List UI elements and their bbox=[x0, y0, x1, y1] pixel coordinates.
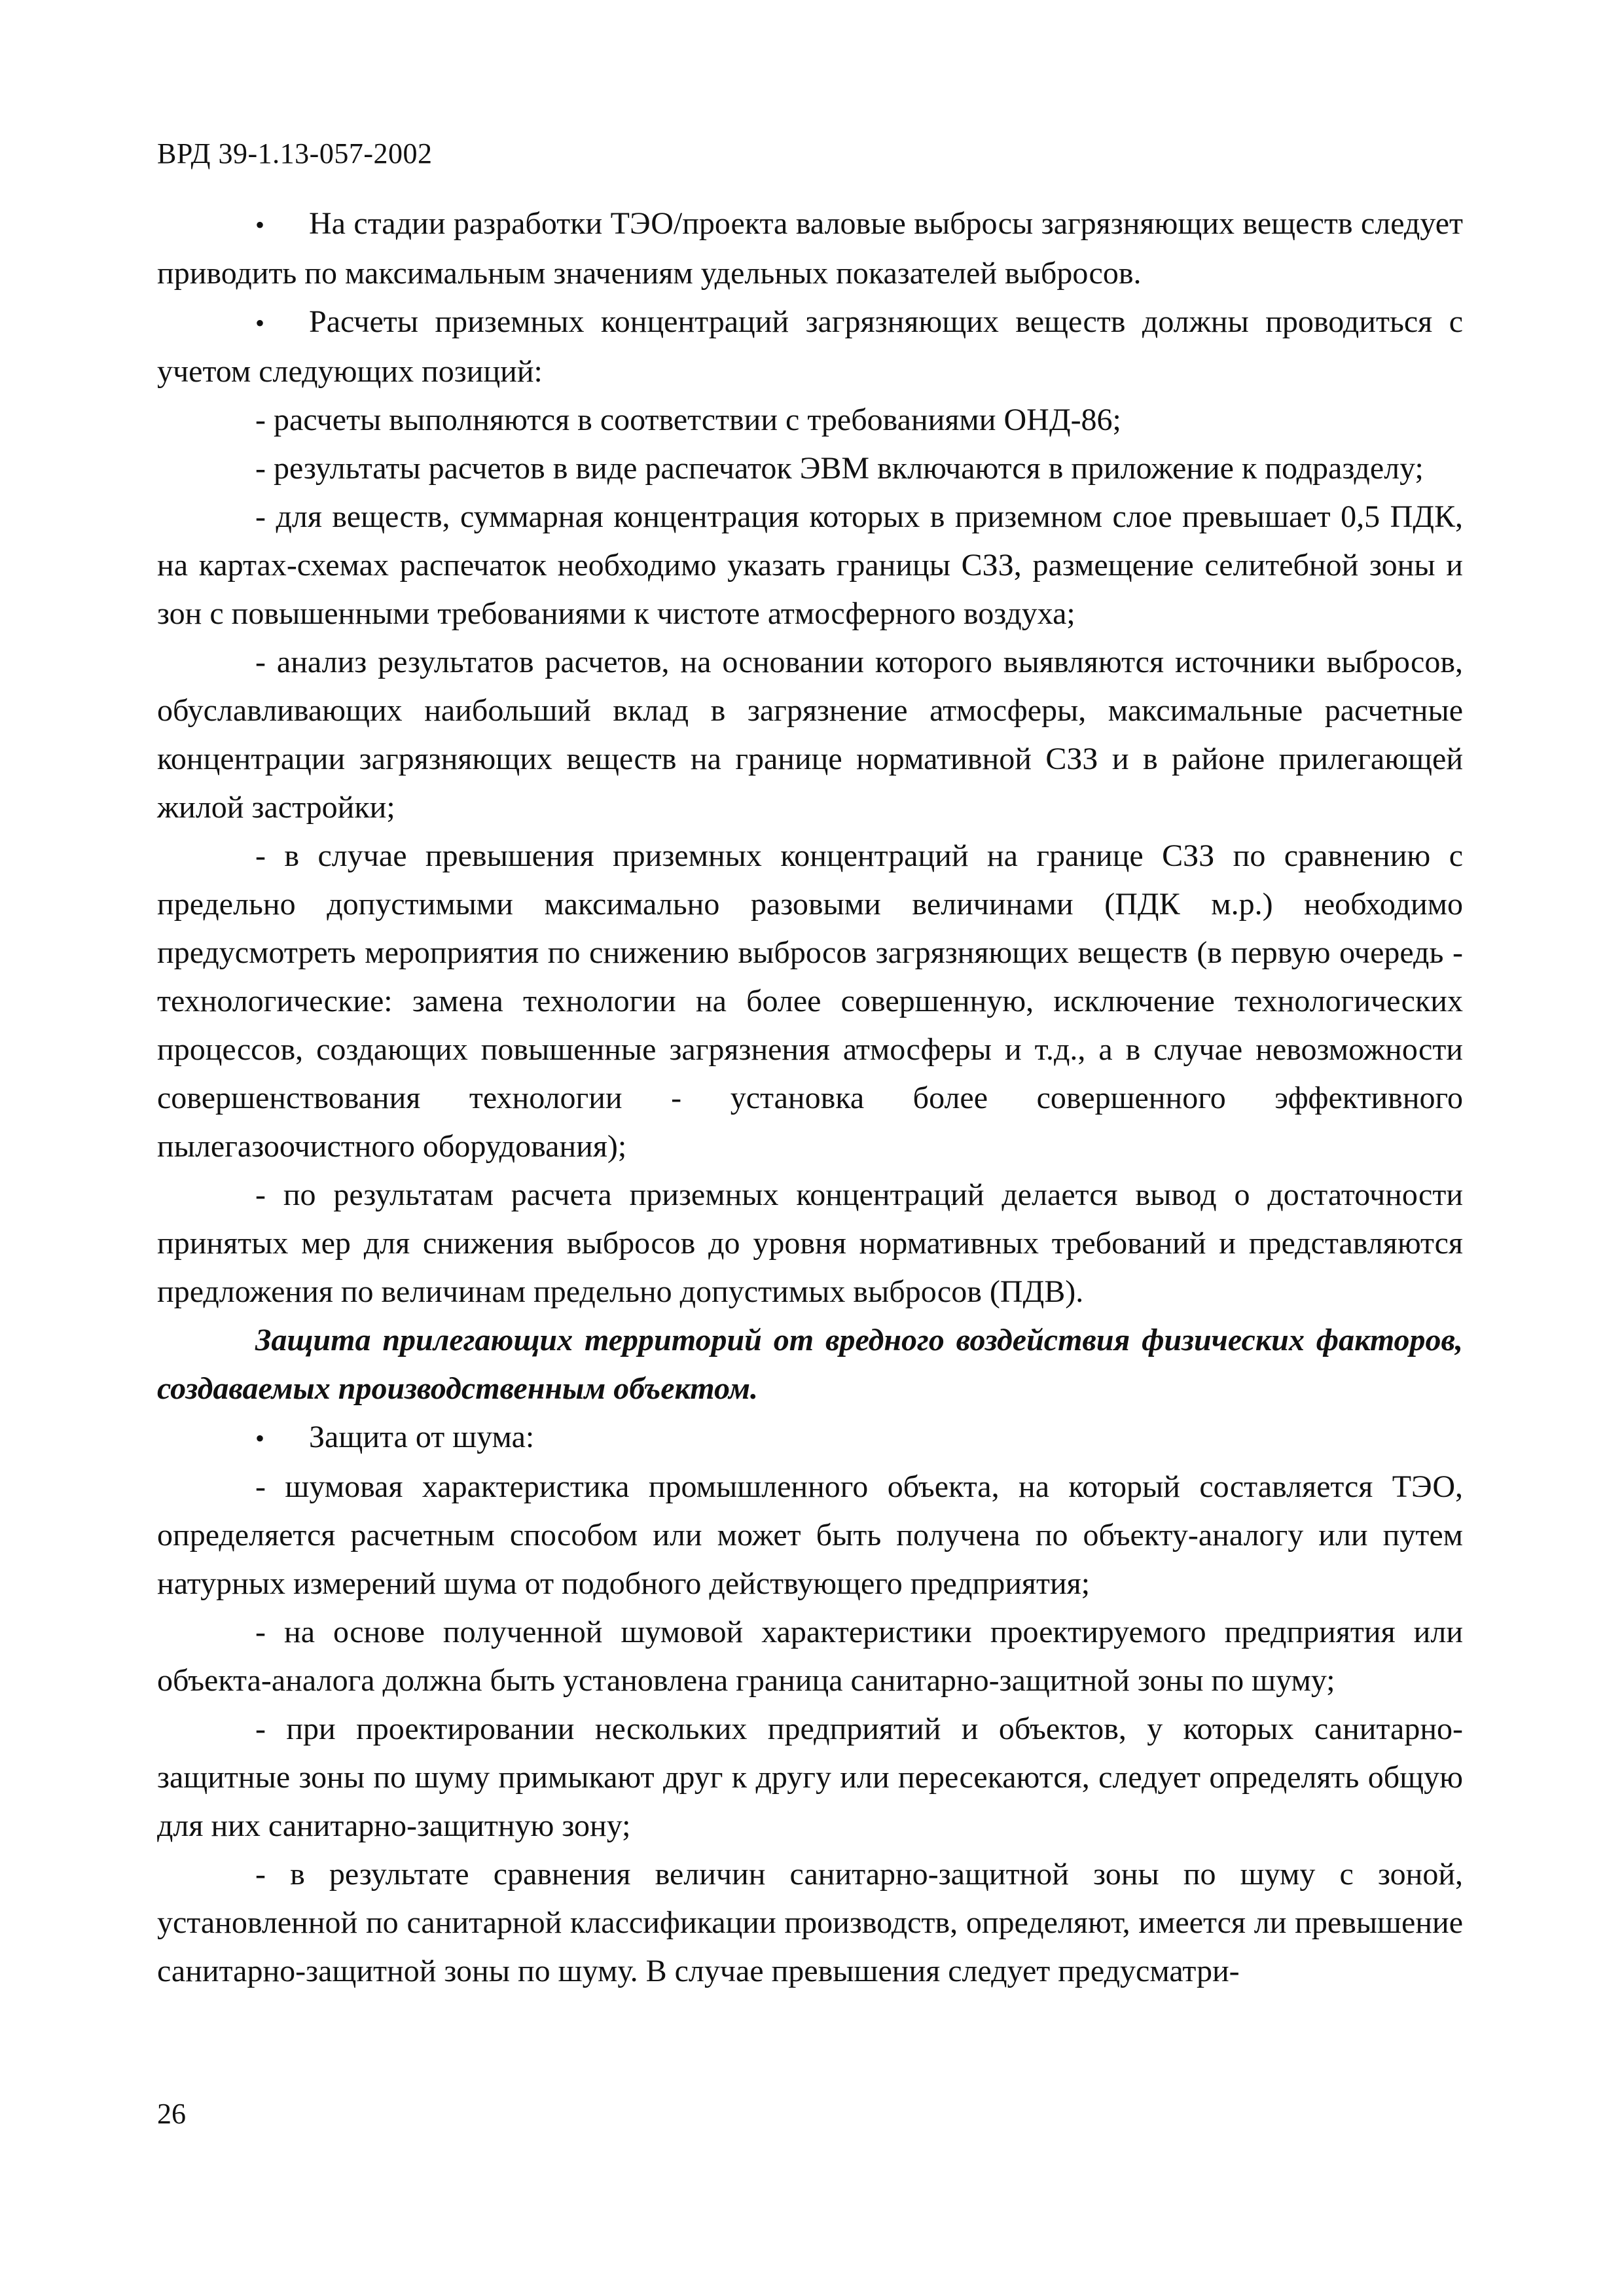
bullet-paragraph bbox=[157, 298, 1463, 396]
list-item: - анализ результатов расчетов, на основании которого выявляются источники выбросов, обуславливающих наибольший вклад в загрязнение атмосферы, максимальные расчетные концентрации загрязняющих веществ на границе нормативной СЗЗ и в районе прилегающей жилой застройки; bbox=[157, 645, 1463, 825]
bullet-paragraph bbox=[157, 1413, 1463, 1463]
paragraph-text: Расчеты приземных концентраций загрязняющих веществ должны проводиться с учетом следующих позиций: bbox=[157, 304, 1463, 389]
bullet-icon: • bbox=[255, 210, 265, 240]
document-body bbox=[157, 200, 1463, 1996]
list-item: - в результате сравнения величин санитарно-защитной зоны по шуму с зоной, установленной по санитарной классификации производств, определяют, имеется ли превышение санитарно-защитной зоны по шуму. В случае превышения следует предусматри- bbox=[157, 1857, 1463, 1988]
list-item: - по результатам расчета приземных концентраций делается вывод о достаточности принятых мер для снижения выбросов до уровня нормативных требований и представляются предложения по величинам предельно допустимых выбросов (ПДВ). bbox=[157, 1177, 1463, 1309]
list-item: - для веществ, суммарная концентрация которых в приземном слое превышает 0,5 ПДК, на картах-схемах распечаток необходимо указать границы СЗЗ, размещение селитебной зоны и зон с повышенными требованиями к чистоте атмосферного воздуха; bbox=[157, 499, 1463, 631]
list-item: - на основе полученной шумовой характеристики проектируемого предприятия или объекта-аналога должна быть установлена граница санитарно-защитной зоны по шуму; bbox=[157, 1615, 1463, 1698]
page-number: 26 bbox=[157, 2098, 186, 2130]
paragraph-text: Защита от шума: bbox=[309, 1420, 535, 1454]
paragraph-text: На стадии разработки ТЭО/проекта валовые выбросы загрязняющих веществ следует приводить по максимальным значениям удельных показателей выбросов. bbox=[157, 206, 1463, 291]
list-item: - при проектировании нескольких предприятий и объектов, у которых санитарно-защитные зоны по шуму примыкают друг к другу или пересекаются, следует определять общую для них санитарно-защитную зону; bbox=[157, 1712, 1463, 1843]
list-item: - результаты расчетов в виде распечаток ЭВМ включаются в приложение к подразделу; bbox=[255, 451, 1424, 486]
list-item: - шумовая характеристика промышленного объекта, на который составляется ТЭО, определяется расчетным способом или может быть получена по объекту-аналогу или путем натурных измерений шума от подобного действующего предприятия; bbox=[157, 1469, 1463, 1601]
bullet-paragraph bbox=[157, 200, 1463, 298]
list-item: - расчеты выполняются в соответствии с требованиями ОНД-86; bbox=[255, 403, 1121, 437]
list-item: - в случае превышения приземных концентраций на границе СЗЗ по сравнению с предельно допустимыми максимально разовыми величинами (ПДК м.р.) необходимо предусмотреть мероприятия по снижению выбросов загрязняющих веществ (в первую очередь - технологические: замена технологии на более совершенную, исключение технологических процессов, создающих повышенные загрязнения атмосферы и т.д., а в случае невозможности совершенствования технологии - установка более совершенного эффективного пылегазоочистного оборудования); bbox=[157, 838, 1463, 1164]
document-header: ВРД 39-1.13-057-2002 bbox=[157, 137, 433, 170]
bullet-icon: • bbox=[255, 308, 265, 338]
bullet-icon: • bbox=[255, 1424, 265, 1453]
section-heading: Защита прилегающих территорий от вредного воздействия физических факторов, создаваемых производственным объектом. bbox=[157, 1323, 1463, 1406]
